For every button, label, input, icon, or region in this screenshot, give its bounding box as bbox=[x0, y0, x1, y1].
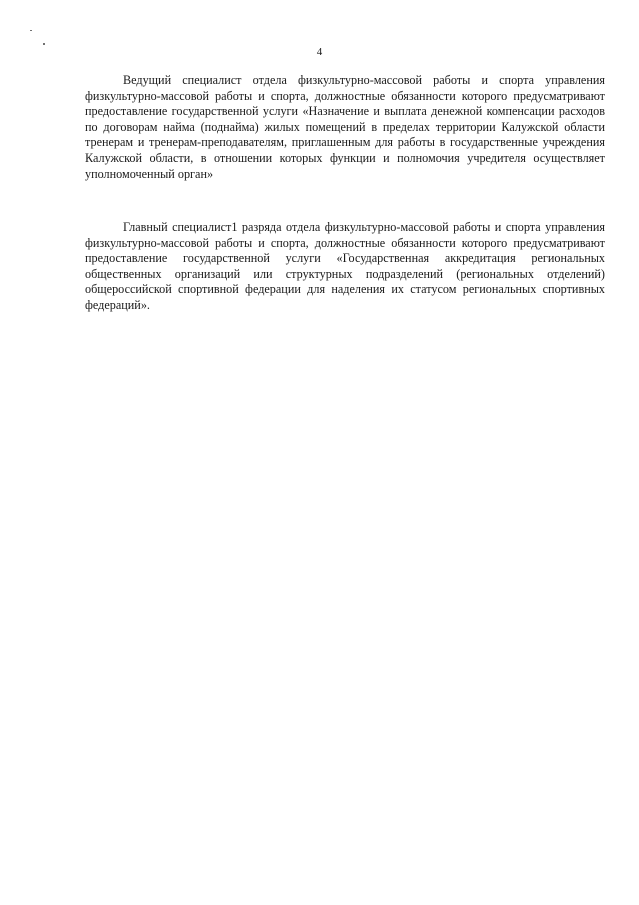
scan-speck bbox=[30, 30, 32, 31]
paragraph-chief-specialist: Главный специалист1 разряда отдела физкультурно-массовой работы и спорта управления физкультурно-массовой работы и спорта, должностные обязанности которого предусматривают предоставление государственной услуги «Государственная аккредитация региональных общественных организаций или структурных подразделений (региональных отделений) общероссийской спортивной федерации для наделения их статусом региональных спортивных федераций». bbox=[85, 220, 605, 312]
page-number: 4 bbox=[316, 46, 323, 58]
paragraph-lead-specialist: Ведущий специалист отдела физкультурно-массовой работы и спорта управления физкультурно-массовой работы и спорта, должностные обязанности которого предусматривают предоставление государственной услуги «Назначение и выплата денежной компенсации расходов по договорам найма (поднайма) жилых помещений в пределах территории Калужской области тренерам и тренерам-преподавателям, приглашенным для работы в государственные учреждения Калужской области, в отношении которых функции и полномочия учредителя осуществляет уполномоченный орган» bbox=[85, 73, 605, 181]
